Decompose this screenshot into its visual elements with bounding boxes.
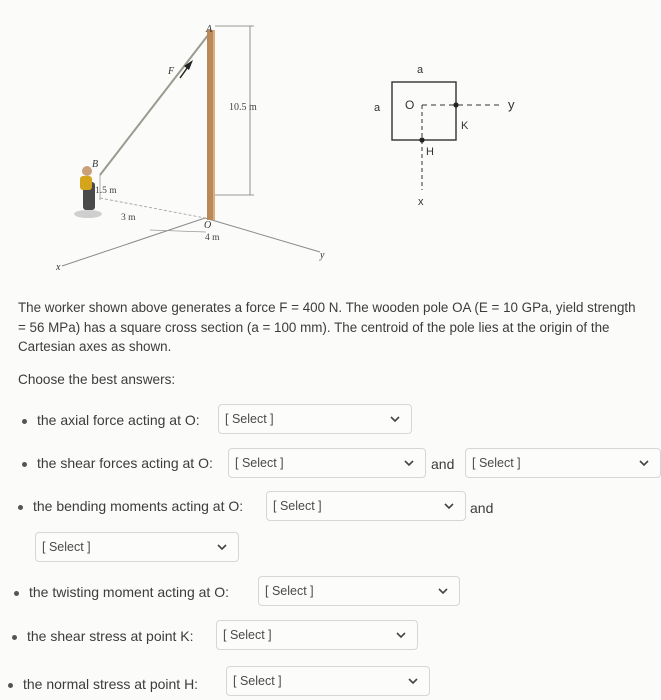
and-label-bending: and xyxy=(470,500,494,516)
shear-force-select-1[interactable]: [ Select ] xyxy=(228,448,426,478)
rope xyxy=(100,30,212,175)
twisting-moment-select[interactable]: [ Select ] xyxy=(258,576,460,606)
section-label-K: K xyxy=(461,120,469,132)
section-label-y: y xyxy=(508,97,515,112)
chevron-down-icon xyxy=(638,457,650,469)
question-twisting-moment: the twisting moment acting at O: xyxy=(14,584,229,600)
bullet-icon xyxy=(22,462,27,467)
problem-statement: The worker shown above generates a force F = 400 N. The wooden pole OA (E = 10 GPa, yield strength = 56 MPa) has a square cross section (a = 100 mm). The centroid of the pole lies at the origin of the Cartesian axes as shown. xyxy=(18,300,636,354)
chevron-down-icon xyxy=(443,500,455,512)
question-axial-force: the axial force acting at O: xyxy=(22,412,200,428)
label-height: 10.5 m xyxy=(229,102,257,113)
question-bending-moments: the bending moments acting at O: xyxy=(18,498,243,514)
label-A: A xyxy=(206,24,213,35)
bullet-icon xyxy=(22,419,27,424)
problem-figure xyxy=(0,0,661,280)
choose-instruction: Choose the best answers: xyxy=(18,372,176,387)
label-B: B xyxy=(92,159,99,170)
label-4m: 4 m xyxy=(205,233,220,243)
label-O: O xyxy=(204,220,212,231)
bullet-icon xyxy=(14,591,19,596)
chevron-down-icon xyxy=(437,585,449,597)
chevron-down-icon xyxy=(407,675,419,687)
question-shear-stress-k: the shear stress at point K: xyxy=(12,628,194,644)
bullet-icon xyxy=(8,683,13,688)
chevron-down-icon xyxy=(395,629,407,641)
bullet-icon xyxy=(12,635,17,640)
section-label-a-left: a xyxy=(374,102,381,114)
section-label-x: x xyxy=(418,196,424,208)
question-normal-stress-h: the normal stress at point H: xyxy=(8,676,198,692)
label-F: F xyxy=(168,66,175,77)
y-axis-line xyxy=(205,218,320,252)
section-label-O: O xyxy=(405,98,415,112)
chevron-down-icon xyxy=(403,457,415,469)
question-shear-forces: the shear forces acting at O: xyxy=(22,455,213,471)
chevron-down-icon xyxy=(389,413,401,425)
section-label-a-top: a xyxy=(417,64,424,76)
shear-force-select-2[interactable]: [ Select ] xyxy=(465,448,661,478)
label-1-5m: 1.5 m xyxy=(95,186,117,196)
shear-stress-select[interactable]: [ Select ] xyxy=(216,620,418,650)
label-x-axis: x xyxy=(56,262,61,273)
bullet-icon xyxy=(18,505,23,510)
axial-force-select[interactable]: [ Select ] xyxy=(218,404,412,434)
section-label-H: H xyxy=(426,146,434,158)
label-3m: 3 m xyxy=(121,213,136,223)
and-label-shear: and xyxy=(431,456,455,472)
chevron-down-icon xyxy=(216,541,228,553)
wooden-pole xyxy=(207,30,213,220)
bending-moment-select-2[interactable]: [ Select ] xyxy=(35,532,239,562)
bending-moment-select-1[interactable]: [ Select ] xyxy=(266,491,466,521)
x-axis-line xyxy=(62,218,205,266)
normal-stress-select[interactable]: [ Select ] xyxy=(226,666,430,696)
label-y-axis: y xyxy=(320,250,325,261)
